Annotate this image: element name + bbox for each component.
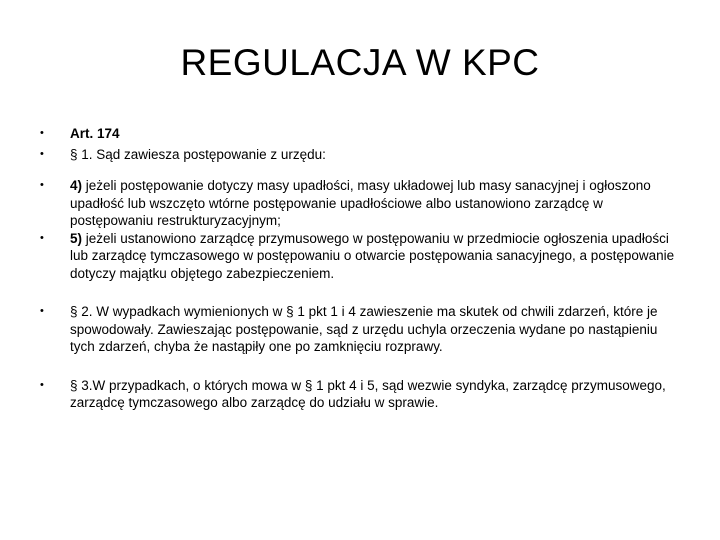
bullet-label: Art. 174 — [70, 126, 120, 141]
bullet-text: § 1. Sąd zawiesza postępowanie z urzędu: — [70, 146, 326, 162]
bullet-paragraph-3 — [40, 377, 680, 412]
bullet-point-4 — [40, 177, 680, 230]
bullet-paragraph-1 — [40, 146, 680, 164]
bullet-text: jeżeli postępowanie dotyczy masy upadłości, masy układowej lub masy sanacyjnej i ogłoszono upadłość lub wszczęto wtórne postępowanie upadłościowe albo ustanowiono zarządcę w postępowaniu restrukturyzacyjnym; — [70, 178, 651, 228]
slide-title: REGULACJA W KPC — [180, 42, 540, 83]
bullet-label: 4) — [70, 178, 83, 193]
bullet-paragraph-2 — [40, 303, 680, 356]
bullet-text: § 3.W przypadkach, o których mowa w § 1 pkt 4 i 5, sąd wezwie syndyka, zarządcę przymusowego, zarządcę tymczasowego albo zarządcę do udziału w sprawie. — [70, 377, 666, 410]
bullet-label: 5) — [70, 230, 83, 246]
bullet-point-5 — [40, 230, 680, 283]
bullet-article-number — [40, 125, 680, 143]
bullet-text: § 2. W wypadkach wymienionych w § 1 pkt 1 i 4 zawieszenie ma skutek od chwili zdarzeń, które je spowodowały. Zawieszając postępowanie, sąd z urzędu uchyla orzeczenia wydane po nastąpieniu tych zdarzeń, chyba że nastąpiły one po zamknięciu rozprawy. — [70, 304, 658, 354]
bullet-list — [40, 125, 680, 412]
bullet-text: jeżeli ustanowiono zarządcę przymusowego w postępowaniu w przedmiocie ogłoszenia upadłości lub zarządcę tymczasowego w postępowaniu o otwarcie postępowania sanacyjnego, a postępowanie dotyczy majątku objętego zabezpieczeniem. — [70, 230, 675, 281]
